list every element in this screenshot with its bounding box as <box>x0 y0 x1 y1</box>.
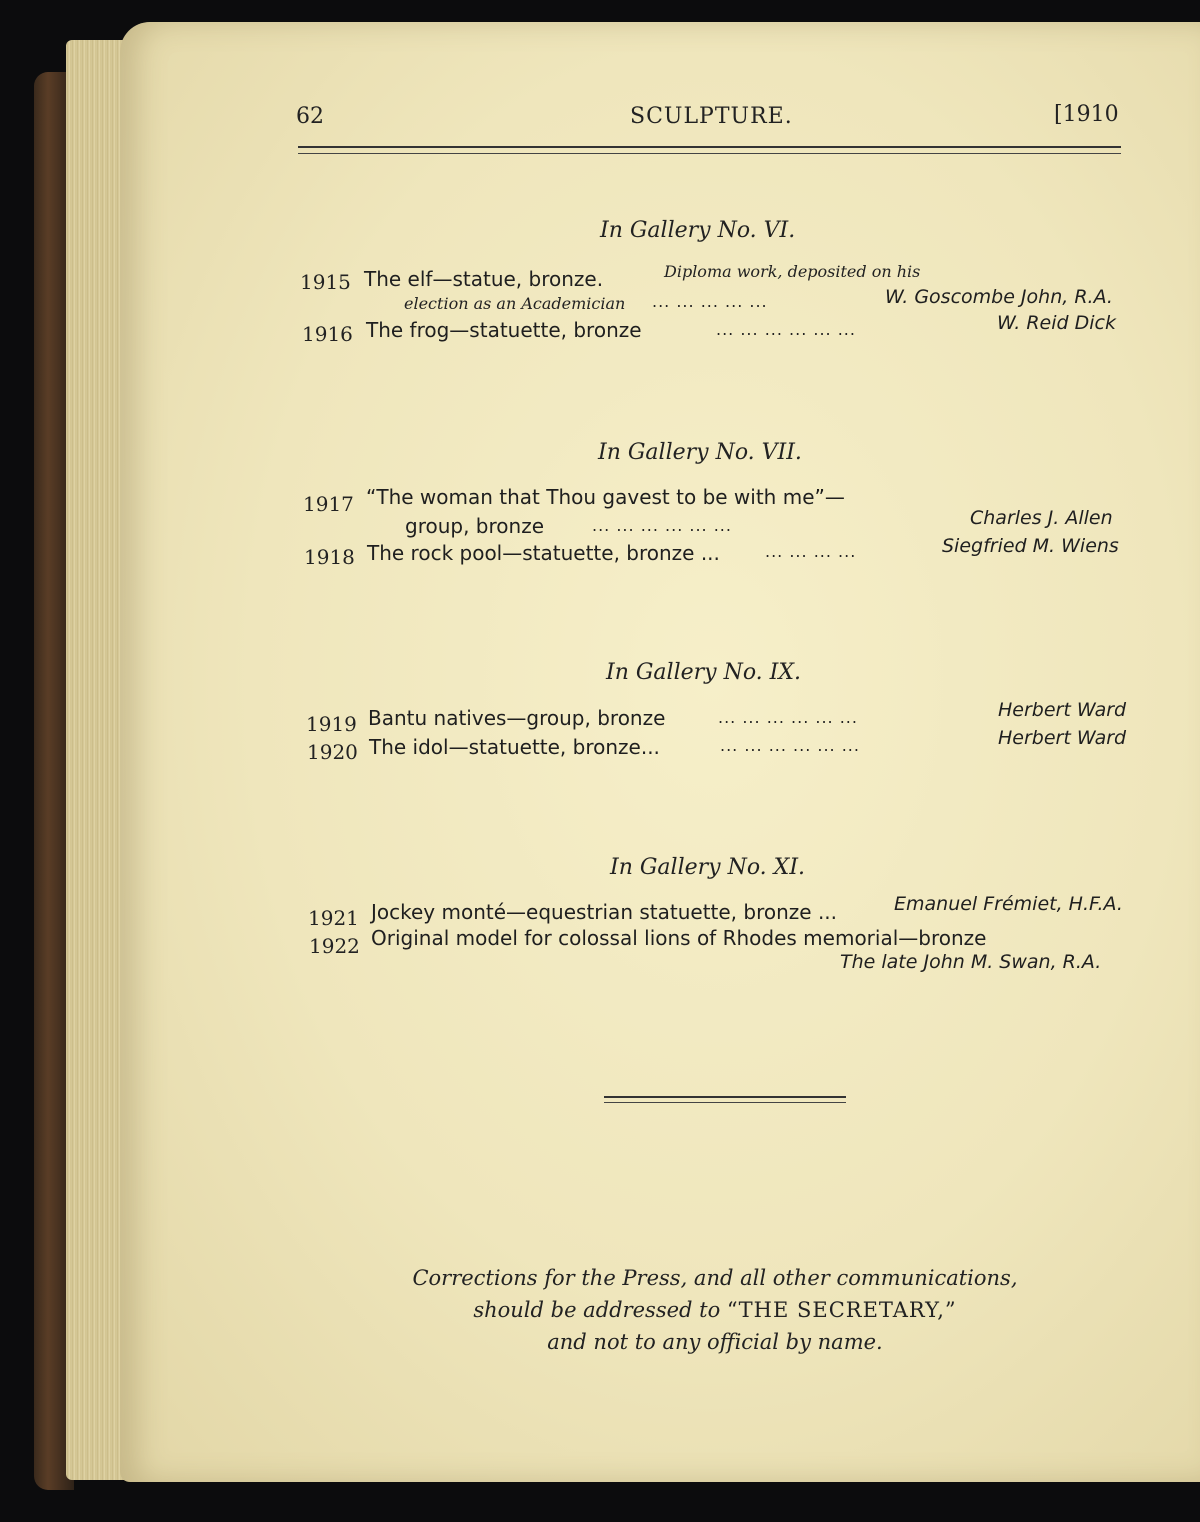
running-year: [1910 <box>1054 102 1119 127</box>
artist-name: W. Goscombe John, R.A. <box>885 286 1113 308</box>
leader-dots: ... ... ... ... ... ... <box>592 516 732 535</box>
artist-name: W. Reid Dick <box>997 312 1116 334</box>
header-rule <box>298 146 1121 154</box>
artist-name: Herbert Ward <box>998 727 1127 749</box>
entry-title: The rock pool—statuette, bronze ... <box>367 541 720 565</box>
leader-dots: ... ... ... ... ... ... <box>718 708 858 727</box>
gallery-heading-vi: In Gallery No. VI. <box>600 218 796 243</box>
entry-number: 1918 <box>304 545 355 569</box>
artist-name: The late John M. Swan, R.A. <box>840 951 1102 973</box>
entry-number: 1921 <box>308 906 359 930</box>
section-end-rule <box>604 1096 846 1103</box>
leader-dots: ... ... ... ... <box>765 542 857 561</box>
entry-title: The frog—statuette, bronze <box>366 318 642 342</box>
entry-title: Bantu natives—group, bronze <box>368 706 666 730</box>
entry-number: 1917 <box>303 492 354 516</box>
entry-title: The elf—statue, bronze. <box>364 267 604 291</box>
entry-title: Jockey monté—equestrian statuette, bronze ... <box>371 900 838 924</box>
entry-title-continued: group, bronze <box>405 514 544 538</box>
gallery-heading-xi: In Gallery No. XI. <box>610 855 806 880</box>
running-title: SCULPTURE. <box>630 104 793 129</box>
artist-name: Charles J. Allen <box>970 507 1113 529</box>
entry-title: The idol—statuette, bronze... <box>369 735 660 759</box>
entry-number: 1919 <box>306 712 357 736</box>
entry-number: 1920 <box>307 740 358 764</box>
artist-name: Siegfried M. Wiens <box>942 535 1119 557</box>
footnote-line-3: and not to any official by name. <box>547 1330 883 1354</box>
running-head <box>0 104 1200 144</box>
footnote-text: should be addressed to <box>473 1298 721 1322</box>
footnote-secretary: “THE SECRETARY,” <box>726 1298 957 1322</box>
entry-number: 1916 <box>302 322 353 346</box>
leader-dots: ... ... ... ... ... ... <box>720 736 860 755</box>
leader-dots: ... ... ... ... ... <box>652 292 768 311</box>
entry-number: 1922 <box>309 934 360 958</box>
leader-dots: ... ... ... ... ... ... <box>716 320 856 339</box>
entry-title: Original model for colossal lions of Rhodes memorial—bronze <box>371 926 987 950</box>
footnote-line-2 <box>0 1298 1200 1322</box>
entry-number: 1915 <box>300 270 351 294</box>
gallery-heading-ix: In Gallery No. IX. <box>606 660 802 685</box>
entry-note: Diploma work, deposited on his <box>664 262 921 281</box>
entry-note: election as an Academician <box>404 294 626 313</box>
artist-name: Herbert Ward <box>998 699 1127 721</box>
artist-name: Emanuel Frémiet, H.F.A. <box>894 893 1123 915</box>
gallery-heading-vii: In Gallery No. VII. <box>598 440 802 465</box>
entry-title: “The woman that Thou gavest to be with me”— <box>366 485 845 509</box>
footnote-line-1: Corrections for the Press, and all other communications, <box>412 1266 1018 1290</box>
page-number: 62 <box>296 104 324 129</box>
